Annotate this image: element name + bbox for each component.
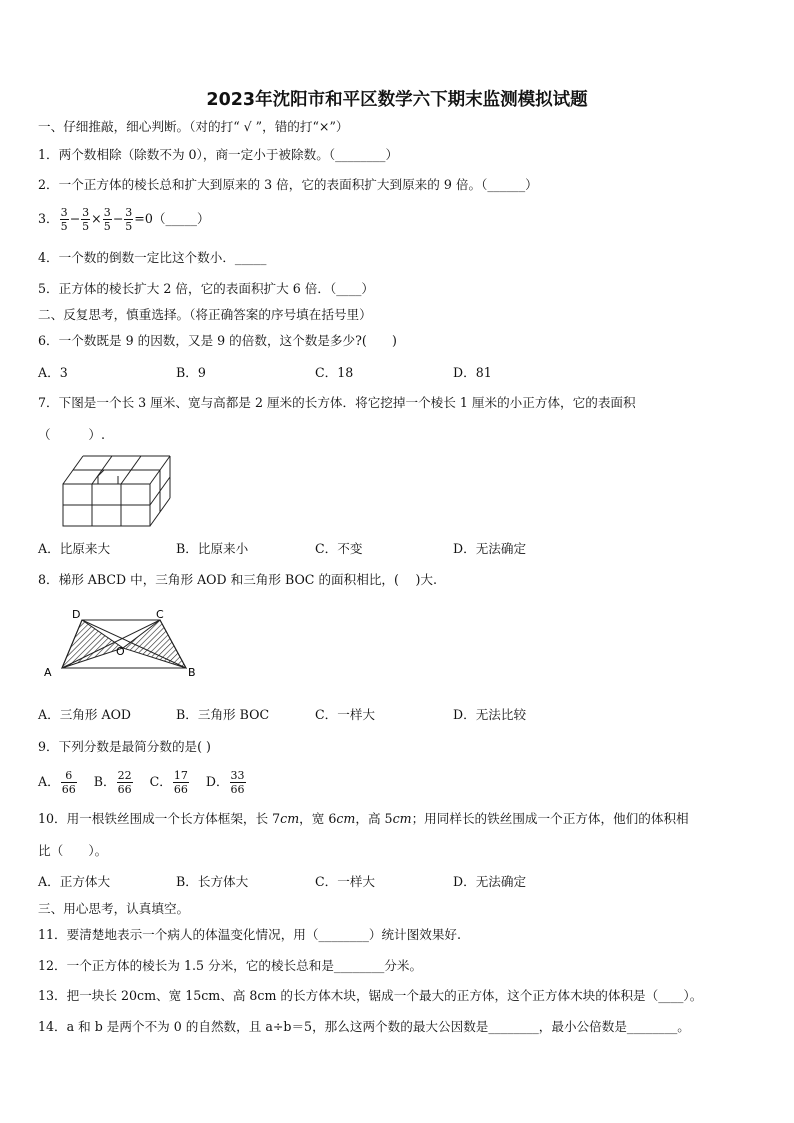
option-a: A．比原来大 <box>38 541 111 556</box>
section-1-heading: 一、仔细推敲，细心判断。（对的打“ √ ”，错的打“×”） <box>38 119 349 134</box>
option-d: D．无法确定 <box>453 541 527 556</box>
option-a: A．三角形 AOD <box>38 707 131 722</box>
cuboid-figure <box>58 452 178 530</box>
question-1: 1．两个数相除（除数不为 0），商一定小于被除数。（________） <box>38 147 399 162</box>
question-10: 10．用一根铁丝围成一个长方体框架，长 7cm，宽 6cm，高 5cm；用同样长的铁丝围成一个正方体，他们的体积相 <box>38 811 689 826</box>
option-d: D．无法确定 <box>453 874 527 889</box>
fraction: $\frac{3}{5}$ <box>82 206 90 233</box>
question-9-options <box>38 766 247 798</box>
question-14: 14．a 和 b 是两个不为 0 的自然数，且 a÷b＝5，那么这两个数的最大公因数是________，最小公倍数是________。 <box>38 1019 690 1034</box>
option-b: B． $\frac{22}{66}$ <box>93 769 132 796</box>
question-7-blank: （ ）. <box>38 427 105 442</box>
option-a: A． $\frac{6}{66}$ <box>38 769 76 796</box>
option-c: C．一样大 <box>315 874 376 889</box>
question-9: 9．下列分数是最简分数的是( ) <box>38 739 211 754</box>
question-3-number: 3． <box>38 211 59 226</box>
option-c: C． $\frac{17}{66}$ <box>149 769 188 796</box>
question-13: 13．把一块长 20cm、宽 15cm、高 8cm 的长方体木块，锯成一个最大的正方体，这个正方体木块的体积是（____）。 <box>38 988 703 1003</box>
label-d: D <box>72 608 81 621</box>
option-a: A．正方体大 <box>38 874 111 889</box>
option-a: A．3 <box>38 365 68 380</box>
option-b: B．比原来小 <box>176 541 249 556</box>
question-5: 5．正方体的棱长扩大 2 倍，它的表面积扩大 6 倍．（____） <box>38 281 375 296</box>
question-6: 6．一个数既是 9 的因数，又是 9 的倍数，这个数是多少?( ) <box>38 333 397 348</box>
option-c: C．不变 <box>315 541 363 556</box>
option-c: C．18 <box>315 365 354 380</box>
question-2: 2．一个正方体的棱长总和扩大到原来的 3 倍，它的表面积扩大到原来的 9 倍。（______） <box>38 177 538 192</box>
question-3-tail: =0（_____） <box>134 211 210 226</box>
question-8: 8．梯形 ABCD 中，三角形 AOD 和三角形 BOC 的面积相比，( )大. <box>38 572 438 587</box>
question-12: 12．一个正方体的棱长为 1.5 分米，它的棱长总和是________分米。 <box>38 958 423 973</box>
fraction: $\frac{3}{5}$ <box>125 206 133 233</box>
question-7: 7．下图是一个长 3 厘米、宽与高都是 2 厘米的长方体．将它挖掉一个棱长 1 厘米的小正方体，它的表面积 <box>38 395 636 410</box>
section-2-heading: 二、反复思考，慎重选择。（将正确答案的序号填在括号里） <box>38 307 372 322</box>
label-a: A <box>44 666 52 679</box>
question-4: 4．一个数的倒数一定比这个数小．_____ <box>38 250 267 265</box>
label-o: O <box>116 645 125 658</box>
section-3-heading: 三、用心思考，认真填空。 <box>38 901 190 916</box>
question-11: 11．要清楚地表示一个病人的体温变化情况，用（________）统计图效果好. <box>38 927 462 942</box>
question-3: 3． $\frac{3}{5}$ − $\frac{3}{5}$ × $\frac{3}{5}$ − $\frac{3}{5}$ =0（_____） <box>38 206 210 233</box>
page-title: 2023年沈阳市和平区数学六下期末监测模拟试题 <box>206 90 588 110</box>
question-10-cont: 比（ ）。 <box>38 843 108 858</box>
option-d: D．81 <box>453 365 492 380</box>
label-c: C <box>156 608 164 621</box>
option-b: B．长方体大 <box>176 874 249 889</box>
option-d: D．无法比较 <box>453 707 527 722</box>
trapezoid-figure <box>38 606 208 686</box>
option-b: B．9 <box>176 365 206 380</box>
fraction: $\frac{3}{5}$ <box>60 206 68 233</box>
option-d: D． $\frac{33}{66}$ <box>205 769 245 796</box>
option-c: C．一样大 <box>315 707 376 722</box>
label-b: B <box>188 666 196 679</box>
option-b: B．三角形 BOC <box>176 707 270 722</box>
fraction: $\frac{3}{5}$ <box>103 206 111 233</box>
